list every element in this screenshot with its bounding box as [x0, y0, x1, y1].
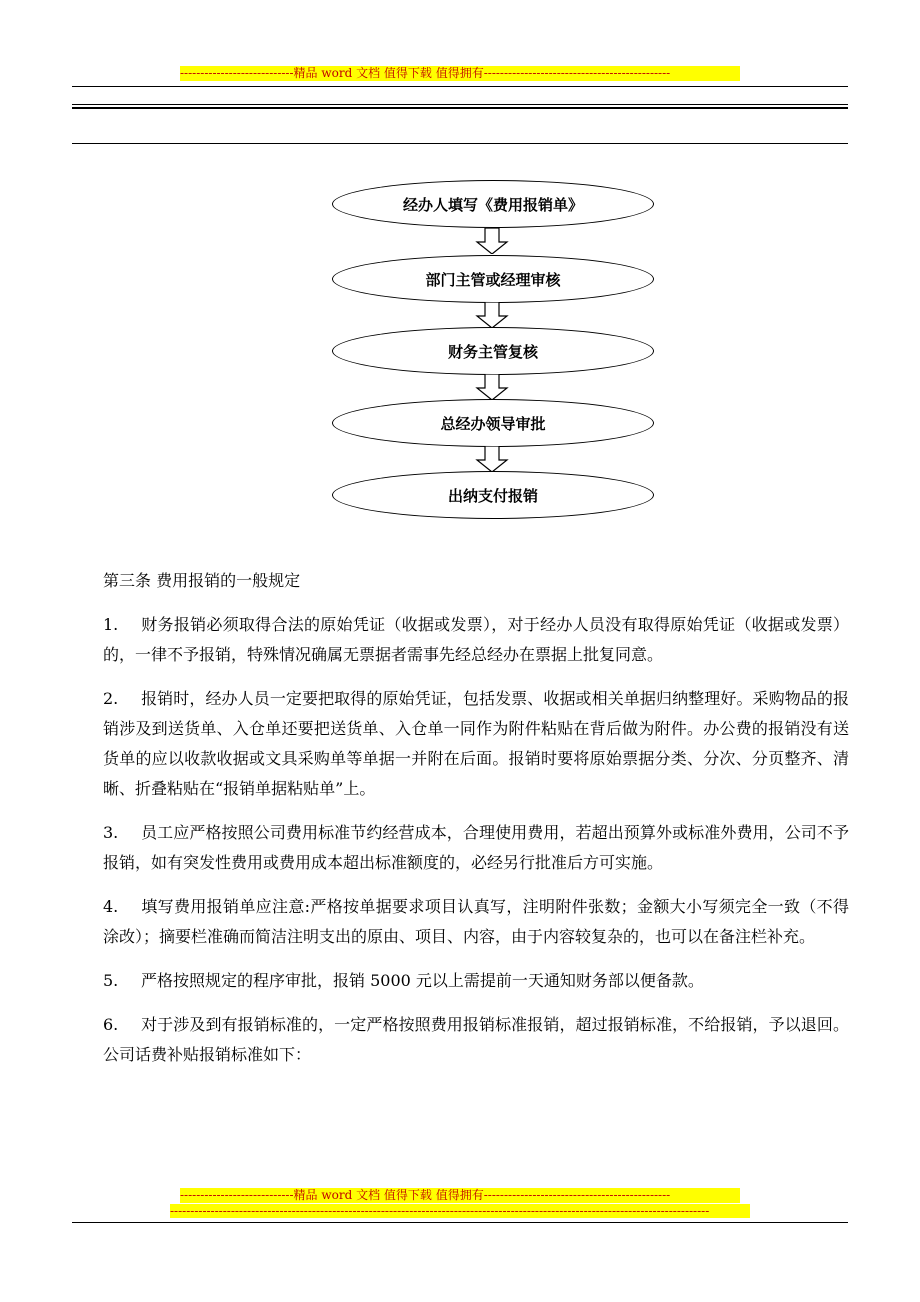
paragraph-number: 5. — [103, 971, 119, 990]
flow-step-label: 部门主管或经理审核 — [425, 270, 561, 289]
paragraph-text: 对于涉及到有报销标准的，一定严格按照费用报销标准报销，超过报销标准，不给报销，予以退回。公司话费补贴报销标准如下： — [103, 1015, 849, 1064]
paragraph-text: 严格按照规定的程序审批，报销 5000 元以上需提前一天通知财务部以便备款。 — [141, 971, 704, 990]
footer-banner: ----------------------------精品 word 文档 值得下载 值得拥有---------------------------------------------- — [180, 1188, 740, 1203]
down-arrow-icon — [475, 446, 509, 472]
flow-step-label: 总经办领导审批 — [440, 414, 546, 433]
header-rule-double-1 — [72, 104, 848, 105]
rule-paragraph-6 — [103, 1010, 849, 1070]
paragraph-number: 4. — [103, 897, 119, 916]
footer-rule — [72, 1222, 848, 1223]
flow-step-finance-recheck — [332, 327, 654, 375]
header-rule-double-2 — [72, 107, 848, 109]
rule-paragraph-5 — [103, 966, 849, 996]
down-arrow-icon — [475, 228, 509, 254]
rule-paragraph-4 — [103, 892, 849, 952]
article-body — [103, 566, 849, 1084]
section-heading: 第三条 费用报销的一般规定 — [103, 571, 301, 590]
paragraph-number: 6. — [103, 1015, 119, 1034]
header-banner: ----------------------------精品 word 文档 值得下载 值得拥有---------------------------------------------- — [180, 66, 740, 81]
flow-step-fill-form — [332, 180, 654, 228]
header-rule-bottom — [72, 143, 848, 144]
flow-step-label: 财务主管复核 — [447, 342, 538, 361]
flow-step-label: 经办人填写《费用报销单》 — [402, 195, 583, 214]
flow-step-manager-review — [332, 255, 654, 303]
paragraph-text: 员工应严格按照公司费用标准节约经营成本，合理使用费用，若超出预算外或标准外费用，公司不予报销，如有突发性费用或费用成本超出标准额度的，必经另行批准后方可实施。 — [103, 823, 849, 872]
down-arrow-icon — [475, 302, 509, 328]
rule-paragraph-3 — [103, 818, 849, 878]
paragraph-number: 2. — [103, 689, 119, 708]
paragraph-text: 报销时，经办人员一定要把取得的原始凭证，包括发票、收据或相关单据归纳整理好。采购物品的报销涉及到送货单、入仓单还要把送货单、入仓单一同作为附件粘贴在背后做为附件。办公费的报销没有送货单的应以收款收据或文具采购单等单据一并附在后面。报销时要将原始票据分类、分次、分页整齐、清晰、折叠粘贴在“报销单据粘贴单”上。 — [103, 689, 849, 798]
rule-paragraph-2 — [103, 684, 849, 804]
paragraph-text: 填写费用报销单应注意:严格按单据要求项目认真写，注明附件张数；金额大小写须完全一致（不得涂改）；摘要栏准确而简洁注明支出的原由、项目、内容，由于内容较复杂的，也可以在备注栏补充。 — [103, 897, 849, 946]
paragraph-text: 财务报销必须取得合法的原始凭证（收据或发票），对于经办人员没有取得原始凭证（收据或发票）的，一律不予报销，特殊情况确属无票据者需事先经总经办在票据上批复同意。 — [103, 615, 849, 664]
paragraph-number: 3. — [103, 823, 119, 842]
flow-step-cashier-payment — [332, 471, 654, 519]
flow-step-executive-approval — [332, 399, 654, 447]
rule-paragraph-1 — [103, 610, 849, 670]
footer-banner-dashes: ------------------------------------------------------------------------------------------------------------------------------------- — [170, 1204, 750, 1218]
paragraph-number: 1. — [103, 615, 119, 634]
flow-step-label: 出纳支付报销 — [447, 486, 538, 505]
down-arrow-icon — [475, 374, 509, 400]
header-rule-top — [72, 86, 848, 87]
